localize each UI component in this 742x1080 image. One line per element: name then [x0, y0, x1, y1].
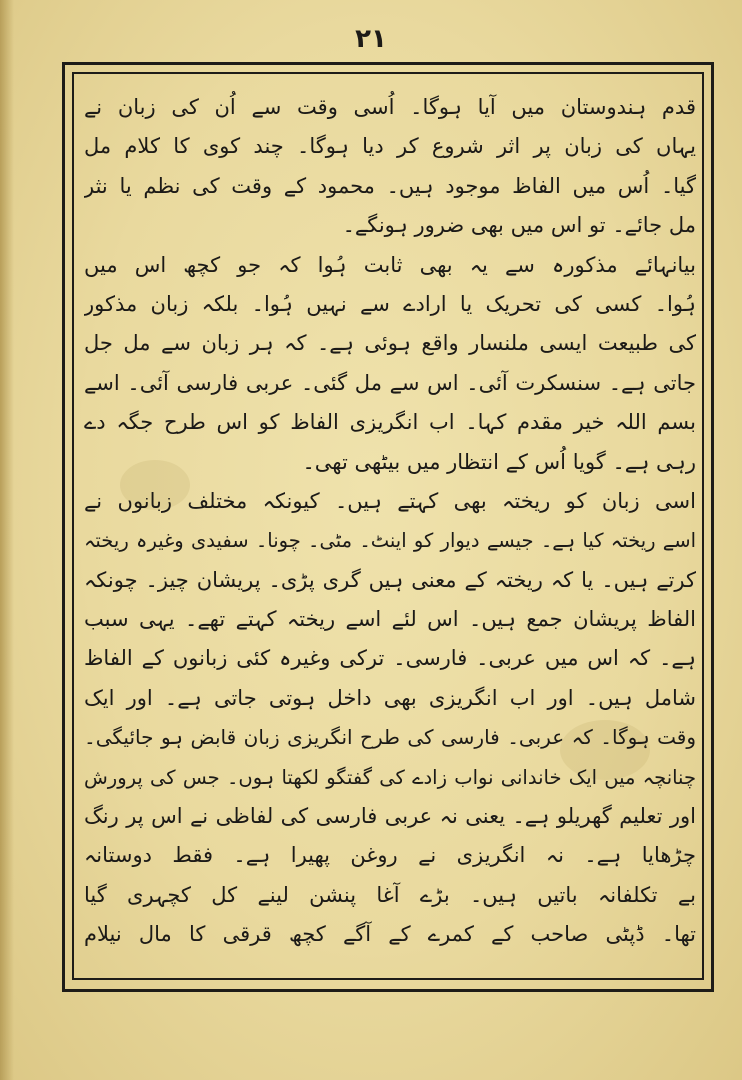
text-line: اسی زبان کو ریختہ بھی کہتے ہیں۔ کیونکہ مختلف زبانوں نے — [84, 488, 696, 513]
text-line: چنانچہ میں ایک خاندانی نواب زادے کی گفتگو لکھتا ہوں۔ جس کی پرورش — [84, 765, 696, 789]
text-line: جاتی ہے۔ سنسکرت آئی۔ اس سے مل گئی۔ عربی فارسی آئی۔ اسے — [84, 370, 696, 395]
text-line: چڑھایا ہے۔ نہ انگریزی نے روغن پھیرا ہے۔ فقط دوستانہ — [84, 843, 696, 868]
text-line: الفاظ پریشان جمع ہیں۔ اس لئے اسے ریختہ کہتے تھے۔ یہی سبب — [84, 607, 696, 632]
text-line: اسے ریختہ کیا ہے۔ جیسے دیوار کو اینٹ۔ مٹی۔ چونا۔ سفیدی وغیرہ ریختہ — [84, 529, 696, 553]
page-number: ٢١ — [355, 24, 387, 54]
text-line: مل جائے۔ تو اس میں بھی ضرور ہونگے۔ — [342, 213, 696, 238]
text-line: بیانہائے مذکورہ سے یہ بھی ثابت ہُوا کہ جو کچھ اس میں — [84, 252, 696, 277]
text-line: اور تعلیم گھریلو ہے۔ یعنی نہ عربی فارسی کی لفاظی نے اس پر رنگ — [84, 804, 696, 829]
text-line: بسم اللہ خیر مقدم کہا۔ اب انگریزی الفاظ کو اس طرح جگہ دے — [84, 410, 696, 435]
text-line: قدم ہندوستان میں آیا ہوگا۔ اُسی وقت سے اُن کی زبان نے — [84, 95, 696, 119]
text-line: گیا۔ اُس میں الفاظ موجود ہیں۔ محمود کے وقت کی نظم یا نثر — [84, 173, 696, 198]
text-line: شامل ہیں۔ اور اب انگریزی بھی داخل ہوتی جاتی ہے۔ اور ایک — [84, 685, 696, 710]
text-line: کرتے ہیں۔ یا کہ ریختہ کے معنی ہیں گری پڑی۔ پریشان چیز۔ چونکہ — [84, 567, 696, 592]
text-line: بے تکلفانہ باتیں ہیں۔ بڑے آغا پنشن لینے کل کچہری گیا — [84, 882, 696, 907]
text-line: ہُوا۔ کسی کی تحریک یا ارادے سے نہیں ہُوا۔ بلکہ زبان مذکور — [84, 291, 696, 316]
body-text — [84, 88, 696, 972]
text-line: رہی ہے۔ گویا اُس کے انتظار میں بیٹھی تھی۔ — [302, 449, 696, 474]
page-gutter-shadow — [0, 0, 14, 1080]
text-line: ہے۔ کہ اس میں عربی۔ فارسی۔ ترکی وغیرہ کئی زبانوں کے الفاظ — [84, 646, 696, 671]
text-line: وقت ہوگا۔ کہ عربی۔ فارسی کی طرح انگریزی زبان قابض ہو جائیگی۔ — [84, 725, 696, 750]
text-line: یہاں کی زبان پر اثر شروع کر دیا ہوگا۔ چند کوی کا کلام مل — [84, 134, 696, 159]
text-line: تھا۔ ڈپٹی صاحب کے کمرے کے آگے کچھ قرقی کا مال نیلام — [84, 922, 696, 947]
text-line: کی طبیعت ایسی ملنسار واقع ہوئی ہے۔ کہ ہر زبان سے مل جل — [84, 331, 696, 356]
